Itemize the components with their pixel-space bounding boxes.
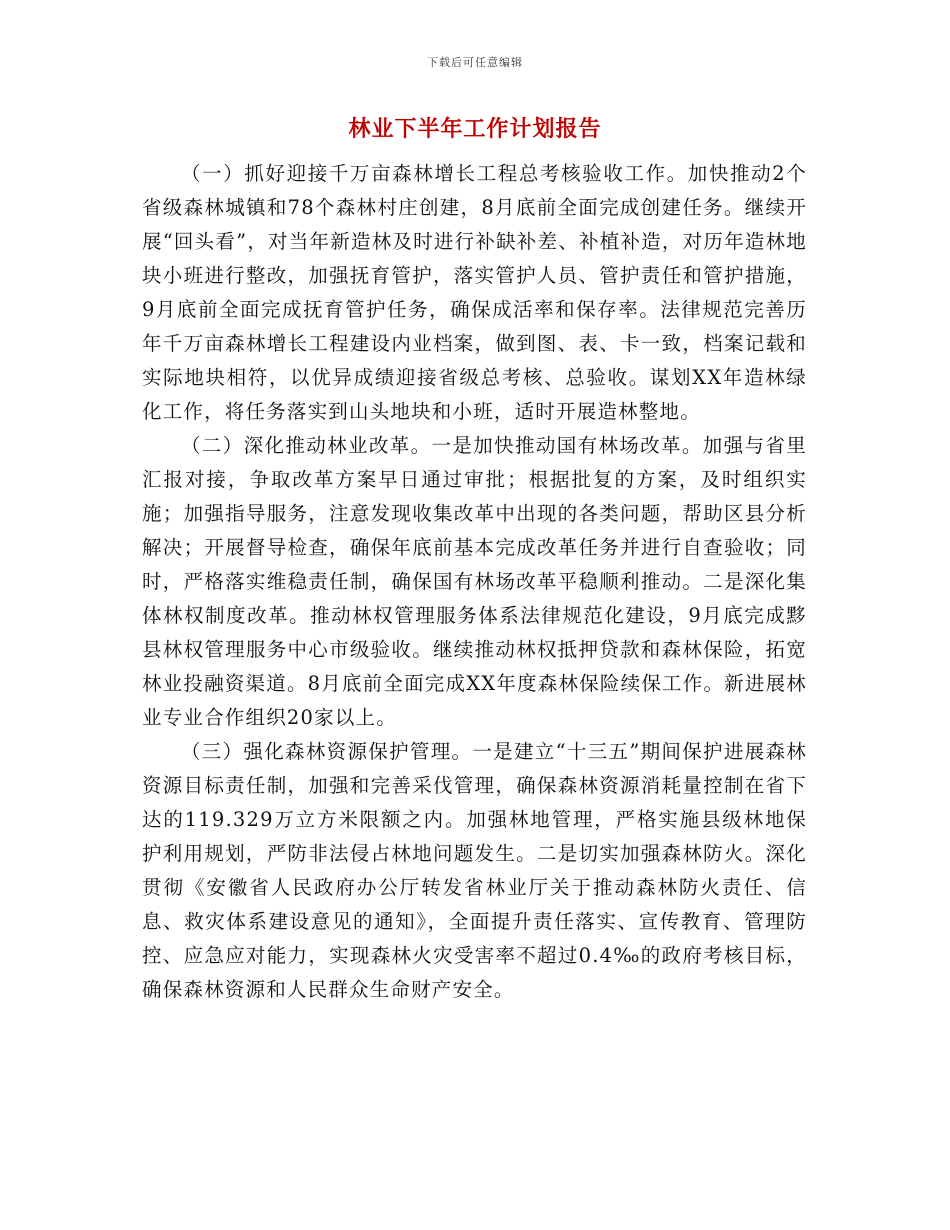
paragraph-2: （二）深化推动林业改革。一是加快推动国有林场改革。加强与省里汇报对接，争取改革方案早日通过审批；根据批复的方案，及时组织实施；加强指导服务，注意发现收集改革中出现的各类问题，帮助区县分析解决；开展督导检查，确保年底前基本完成改革任务并进行自查验收；同时，严格落实维稳责任制，确保国有林场改革平稳顺利推动。二是深化集体林权制度改革。推动林权管理服务体系法律规范化建设，9月底完成黟县林权管理服务中心市级验收。继续推动林权抵押贷款和森林保险，拓宽林业投融资渠道。8月底前全面完成XX年度森林保险续保工作。新进展林业专业合作组织20家以上。 (142, 434, 807, 729)
paragraph-1: （一）抓好迎接千万亩森林增长工程总考核验收工作。加快推动2个省级森林城镇和78个森林村庄创建，8月底前全面完成创建任务。继续开展“回头看”，对当年新造林及时进行补缺补差、补植补造，对历年造林地块小班进行整改，加强抚育管护，落实管护人员、管护责任和管护措施，9月底前全面完成抚育管护任务，确保成活率和保存率。法律规范完善历年千万亩森林增长工程建设内业档案，做到图、表、卡一致，档案记载和实际地块相符，以优异成绩迎接省级总考核、总验收。谋划XX年造林绿化工作，将任务落实到山头地块和小班，适时开展造林整地。 (142, 162, 807, 423)
document-body (142, 157, 807, 1007)
paragraph-3: （三）强化森林资源保护管理。一是建立“十三五”期间保护进展森林资源目标责任制，加强和完善采伐管理，确保森林资源消耗量控制在省下达的119.329万立方米限额之内。加强林地管理，严格实施县级林地保护利用规划，严防非法侵占林地问题发生。二是切实加强森林防火。深化贯彻《安徽省人民政府办公厅转发省林业厅关于推动森林防火责任、信息、救灾体系建设意见的通知》，全面提升责任落实、宣传教育、管理防控、应急应对能力，实现森林火灾受害率不超过0.4‰的政府考核目标，确保森林资源和人民群众生命财产安全。 (142, 740, 807, 1001)
header-note: 下载后可任意编辑 (427, 56, 523, 69)
document-title: 林业下半年工作计划报告 (348, 116, 602, 142)
